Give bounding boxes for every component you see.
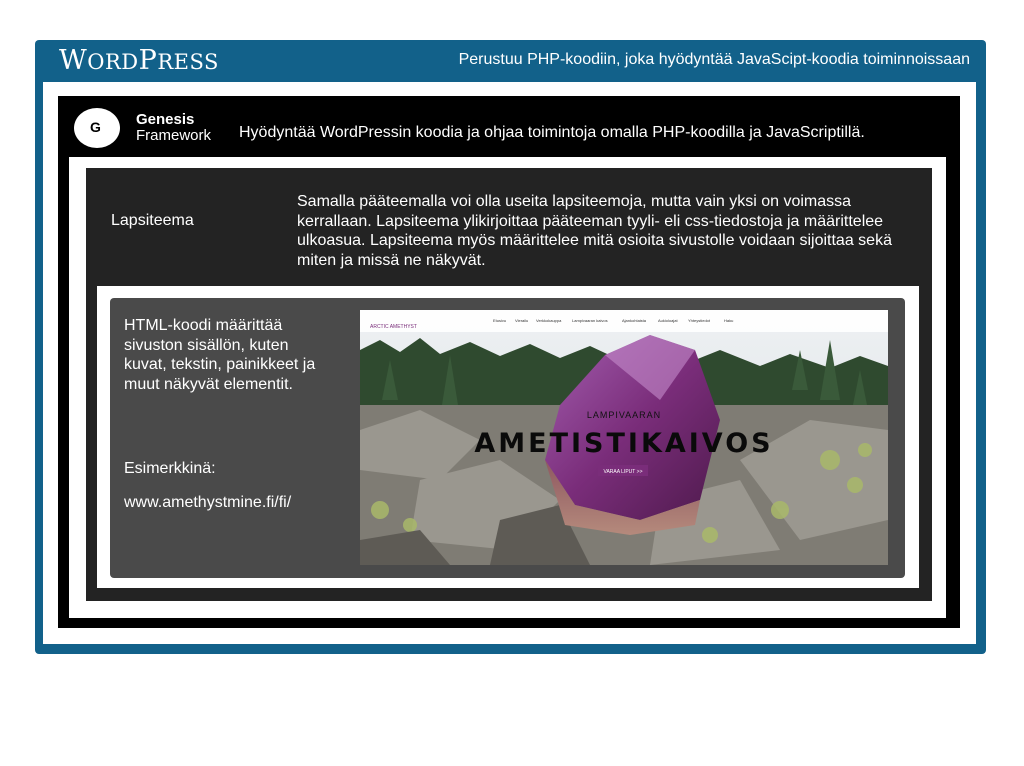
- genesis-logo-letter: G: [90, 119, 101, 135]
- screenshot-nav-item: Lampivaaran kaivos: [572, 318, 608, 323]
- website-screenshot: [360, 310, 888, 565]
- html-example-label: Esimerkkinä:: [124, 460, 216, 477]
- screenshot-nav-item: Yhteystiedot: [688, 318, 711, 323]
- screenshot-brand: ARCTIC AMETHYST: [370, 324, 417, 330]
- screenshot-book-button-label: VARAA LIPUT >>: [603, 469, 643, 475]
- child-theme-label: Lapsiteema: [111, 212, 194, 229]
- screenshot-title: AMETISTIKAIVOS: [474, 428, 774, 459]
- screenshot-subtitle: LAMPIVAARAN: [586, 410, 662, 420]
- html-layer: [110, 298, 905, 578]
- genesis-description: Hyödyntää WordPressin koodia ja ohjaa toimintoja omalla PHP-koodilla ja JavaScriptillä.: [239, 124, 865, 141]
- genesis-logo: [74, 108, 234, 154]
- screenshot-nav-item: Haku: [724, 318, 734, 323]
- genesis-logo-sub: Framework: [136, 127, 212, 144]
- screenshot-nav-item: Ajankohtaista: [622, 318, 647, 323]
- wordpress-logo: WORDPRESS: [59, 45, 219, 76]
- website-screenshot-image: [360, 310, 888, 565]
- html-description: HTML-koodi määrittää sivuston sisällön, kuten kuvat, tekstin, painikkeet ja muut näkyvät elementit.: [124, 317, 316, 393]
- screenshot-nav-item: Vierailu: [515, 318, 529, 323]
- screenshot-nav-item: Etusivu: [493, 318, 507, 323]
- screenshot-nav-item: Verkkokauppa: [536, 318, 562, 323]
- screenshot-nav-item: Aukioloajat: [658, 318, 678, 323]
- genesis-logo-name: Genesis: [136, 111, 195, 128]
- child-theme-description: Samalla pääteemalla voi olla useita lapsiteemoja, mutta vain yksi on voimassa kerrallaan. Lapsiteema ylikirjoittaa pääteeman tyyli- eli css-tiedostoja ja määrittelee ulkoasua. Lapsiteema myös määrittelee mitä osioita sivustolle voidaan sijoittaa sekä miten ja missä ne näkyvät.: [297, 193, 892, 269]
- wordpress-description: Perustuu PHP-koodiin, joka hyödyntää JavaScipt-koodia toiminnoissaan: [458, 51, 970, 68]
- genesis-logo-icon: [74, 108, 120, 148]
- html-example-url: www.amethystmine.fi/fi/: [124, 494, 292, 511]
